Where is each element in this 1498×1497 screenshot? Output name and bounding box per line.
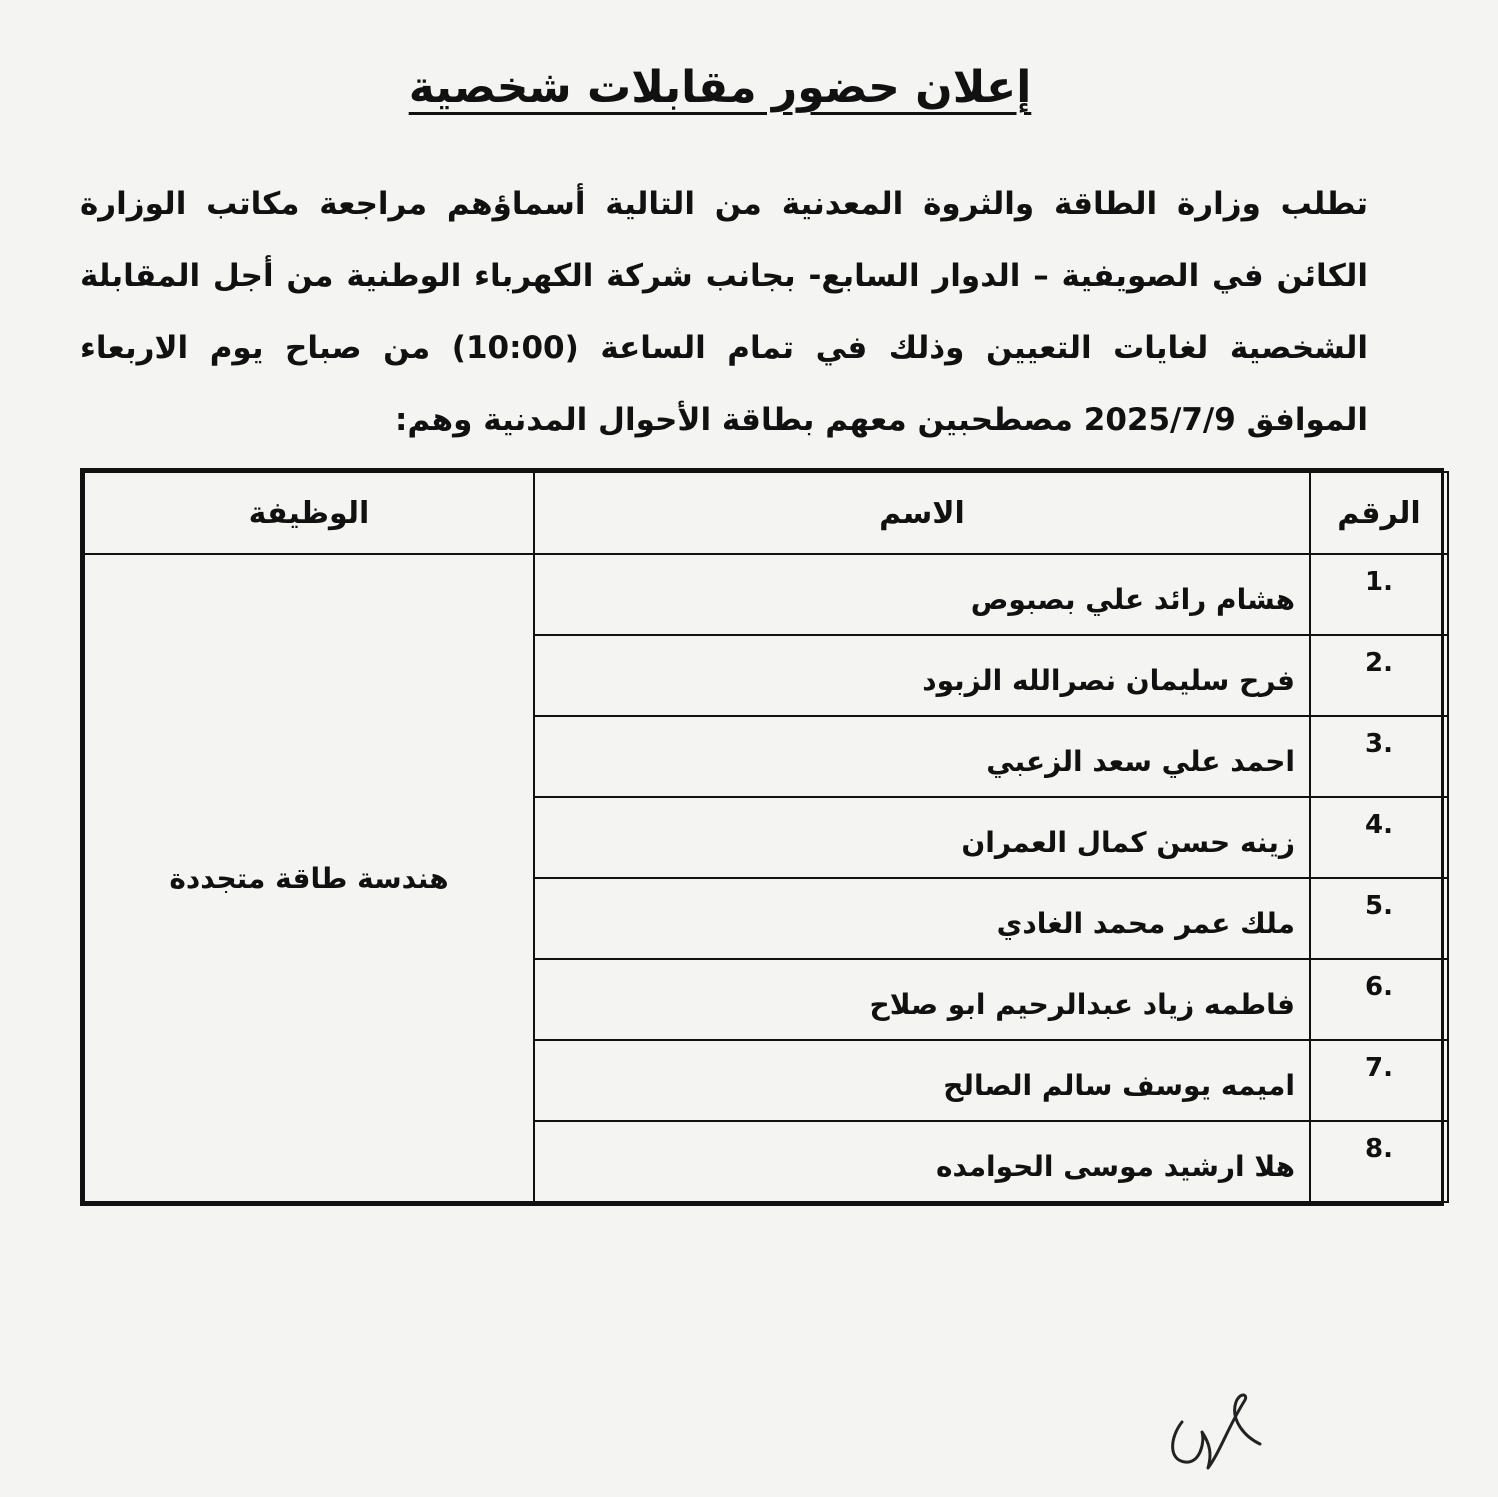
row-name: ملك عمر محمد الغادي <box>534 878 1310 959</box>
row-number: 2. <box>1310 635 1448 716</box>
row-name: فاطمه زياد عبدالرحيم ابو صلاح <box>534 959 1310 1040</box>
header-job: الوظيفة <box>84 472 534 554</box>
row-number: 4. <box>1310 797 1448 878</box>
row-name: هلا ارشيد موسى الحوامده <box>534 1121 1310 1202</box>
row-number: 3. <box>1310 716 1448 797</box>
table-header-row <box>84 472 1448 554</box>
page-title-text: إعلان حضور مقابلات شخصية <box>408 62 1032 113</box>
signature-mark <box>1160 1382 1270 1472</box>
page-title <box>0 58 1440 118</box>
row-name: فرح سليمان نصرالله الزبود <box>534 635 1310 716</box>
row-number: 8. <box>1310 1121 1448 1202</box>
intro-paragraph: تطلب وزارة الطاقة والثروة المعدنية من التالية أسماؤهم مراجعة مكاتب الوزارة الكائن في الصويفية – الدوار السابع- بجانب شركة الكهرباء الوطنية من أجل المقابلة الشخصية لغايات التعيين وذلك في تمام الساعة (10:00) من صباح يوم الاربعاء الموافق 2025/7/9 مصطحبين معهم بطاقة الأحوال المدنية وهم: <box>80 186 1369 438</box>
job-cell: هندسة طاقة متجددة <box>84 554 534 1202</box>
header-name: الاسم <box>534 472 1310 554</box>
row-name: زينه حسن كمال العمران <box>534 797 1310 878</box>
table-row <box>84 554 1448 635</box>
row-number: 5. <box>1310 878 1448 959</box>
candidates-table-frame <box>80 468 1444 1206</box>
row-number: 7. <box>1310 1040 1448 1121</box>
row-number: 1. <box>1310 554 1448 635</box>
row-name: احمد علي سعد الزعبي <box>534 716 1310 797</box>
row-number: 6. <box>1310 959 1448 1040</box>
candidates-table <box>83 471 1449 1203</box>
row-name: اميمه يوسف سالم الصالح <box>534 1040 1310 1121</box>
row-name: هشام رائد علي بصبوص <box>534 554 1310 635</box>
header-number: الرقم <box>1310 472 1448 554</box>
